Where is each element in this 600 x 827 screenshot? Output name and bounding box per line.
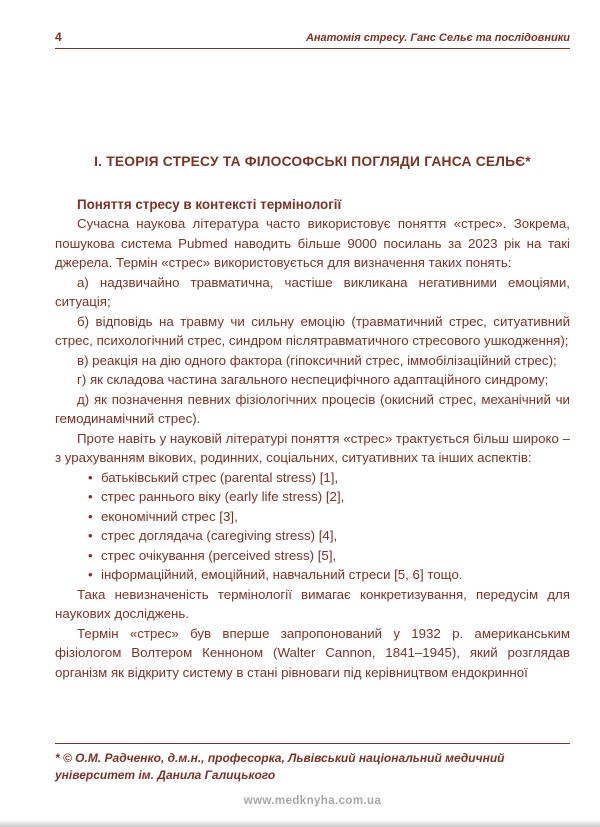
stress-types-bullet-list (55, 468, 570, 585)
list-item: • стрес доглядача (caregiving stress) [4], (88, 526, 570, 546)
paragraph: д) як позначення певних фізіологічних процесів (окисний стрес, механічний чи гемодинамічний стрес). (55, 391, 570, 427)
list-item: • стрес очікування (perceived stress) [5], (88, 546, 570, 566)
running-title: Анатомія стресу. Ганс Сельє та послідовники (305, 32, 570, 44)
list-item: • батьківський стрес (parental stress) [1], (88, 468, 570, 488)
footnote-divider (55, 743, 570, 744)
page-header (55, 30, 570, 44)
paragraph: б) відповідь на травму чи сильну емоцію (травматичний стрес, ситуативний стрес, психологічний стрес, синдром післятравматичного стресового ушкодження); (55, 313, 570, 349)
page-content (55, 49, 570, 682)
section-subtitle: Поняття стресу в контексті термінології (77, 196, 342, 212)
paragraph: в) реакція на дію одного фактора (гіпоксичний стрес, іммобілізаційний стрес); (77, 352, 557, 368)
paragraph: а) надзвичайно травматична, частіше викликана негативними емоціями, ситуація; (55, 274, 570, 310)
publisher-url: www.medknyha.com.ua (243, 795, 382, 807)
paragraph: Сучасна наукова література часто використовує поняття «стрес». Зокрема, пошукова система Pubmed наводить більше 9000 посилань за 2023 рік на такі джерела. Термін «стрес» використовується для визначення таких понять: (55, 216, 570, 271)
paragraph: Проте навіть у науковій літературі поняття «стрес» трактується більш широко – з урахуванням вікових, родинних, соціальних, ситуативних та інших аспектів: (55, 430, 570, 466)
page-footer (55, 743, 570, 827)
author-footnote: * © О.М. Радченко, д.м.н., професорка, Львівський національний медичний університет ім. Данила Галицького (55, 751, 505, 782)
list-item: • економічний стрес [3], (88, 507, 570, 527)
paragraph: Термін «стрес» був вперше запропонований у 1932 р. американським фізіологом Волтером Кенноном (Walter Cannon, 1841–1945), який розглядав організм як відкриту систему в стані рівноваги під керівництвом ендокринної (55, 625, 570, 680)
paragraph: Така невизначеність термінології вимагає конкретизування, передусім для наукових досліджень. (55, 586, 570, 622)
paragraph: г) як складова частина загального неспецифічного адаптаційного синдрому; (77, 372, 549, 388)
list-item: • інформаційний, емоційний, навчальний стреси [5, 6] тощо. (88, 565, 570, 585)
list-item: • стрес раннього віку (early life stress) [2], (88, 487, 570, 507)
page-number: 4 (55, 30, 62, 44)
chapter-title: І. ТЕОРІЯ СТРЕСУ ТА ФІЛОСОФСЬКІ ПОГЛЯДИ ГАНСА СЕЛЬЄ* (94, 154, 531, 169)
